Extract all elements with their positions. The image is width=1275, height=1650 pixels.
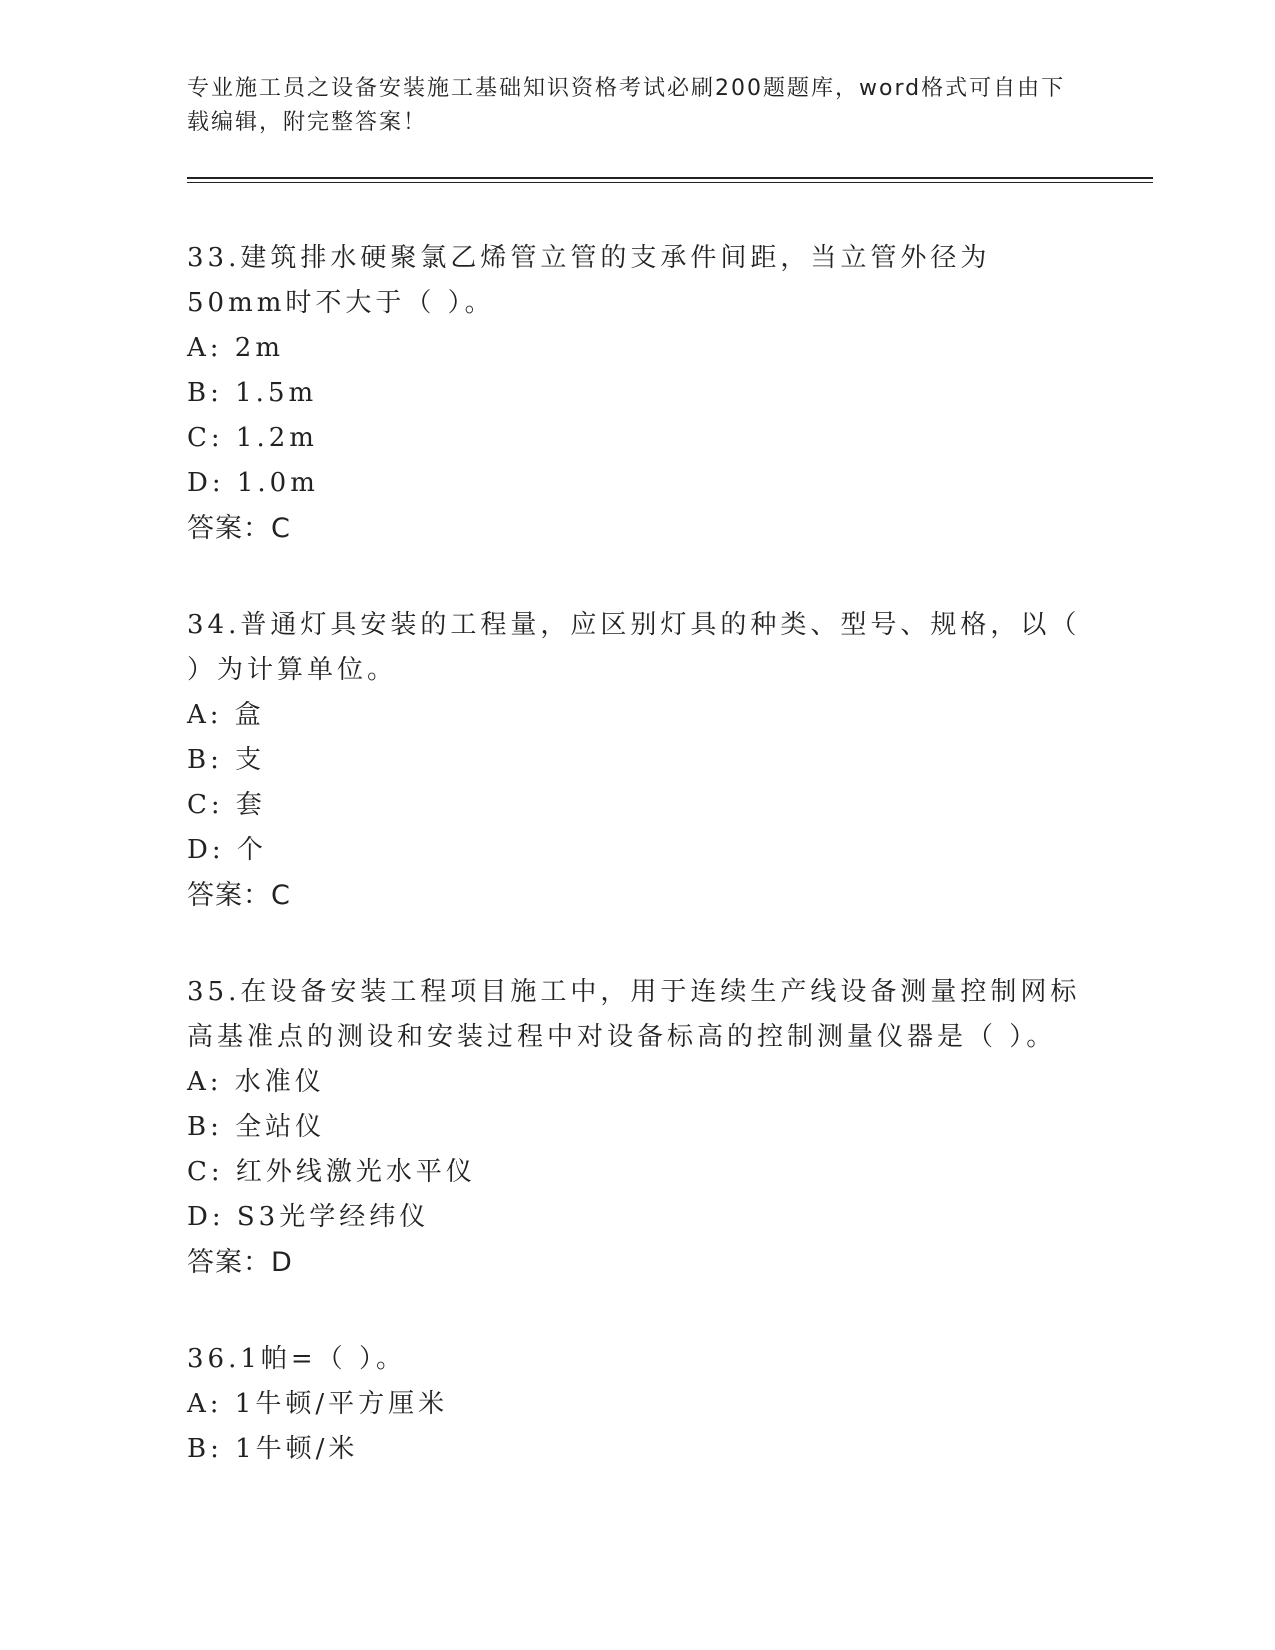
question-33 xyxy=(187,236,1087,551)
document-header: 专业施工员之设备安装施工基础知识资格考试必刷200题题库，word格式可自由下载编辑，附完整答案！ xyxy=(187,76,1066,135)
option-d: D: 个 xyxy=(187,835,267,865)
header-divider-thin xyxy=(187,182,1153,183)
question-stem: 33.建筑排水硬聚氯乙烯管立管的支承件间距，当立管外径为50mm时不大于（ ）。 xyxy=(187,243,991,318)
option-b: B: 1牛顿/米 xyxy=(187,1434,359,1464)
option-a: A: 2m xyxy=(187,333,284,363)
option-d: D: 1.0m xyxy=(187,468,319,498)
option-b: B: 1.5m xyxy=(187,378,318,408)
option-d: D: S3光学经纬仪 xyxy=(187,1202,430,1232)
header-divider-thick xyxy=(187,177,1153,179)
answer: 答案：C xyxy=(187,880,291,911)
question-35 xyxy=(187,970,1087,1285)
question-34 xyxy=(187,603,1087,918)
option-b: B: 支 xyxy=(187,745,266,775)
question-stem: 36.1帕=（ ）。 xyxy=(187,1344,406,1374)
option-a: A: 盒 xyxy=(187,700,265,730)
option-a: A: 水准仪 xyxy=(187,1067,325,1097)
answer: 答案：D xyxy=(187,1247,293,1278)
question-list xyxy=(187,236,1087,1524)
question-stem: 34.普通灯具安装的工程量，应区别灯具的种类、型号、规格，以（ ）为计算单位。 xyxy=(187,610,1081,685)
question-36 xyxy=(187,1337,1087,1472)
option-c: C: 1.2m xyxy=(187,423,318,453)
option-c: C: 套 xyxy=(187,790,266,820)
question-stem: 35.在设备安装工程项目施工中，用于连续生产线设备测量控制网标高基准点的测设和安装过程中对设备标高的控制测量仪器是（ ）。 xyxy=(187,977,1081,1052)
option-c: C: 红外线激光水平仪 xyxy=(187,1157,476,1187)
option-b: B: 全站仪 xyxy=(187,1112,326,1142)
answer: 答案：C xyxy=(187,513,291,544)
option-a: A: 1牛顿/平方厘米 xyxy=(187,1389,449,1419)
